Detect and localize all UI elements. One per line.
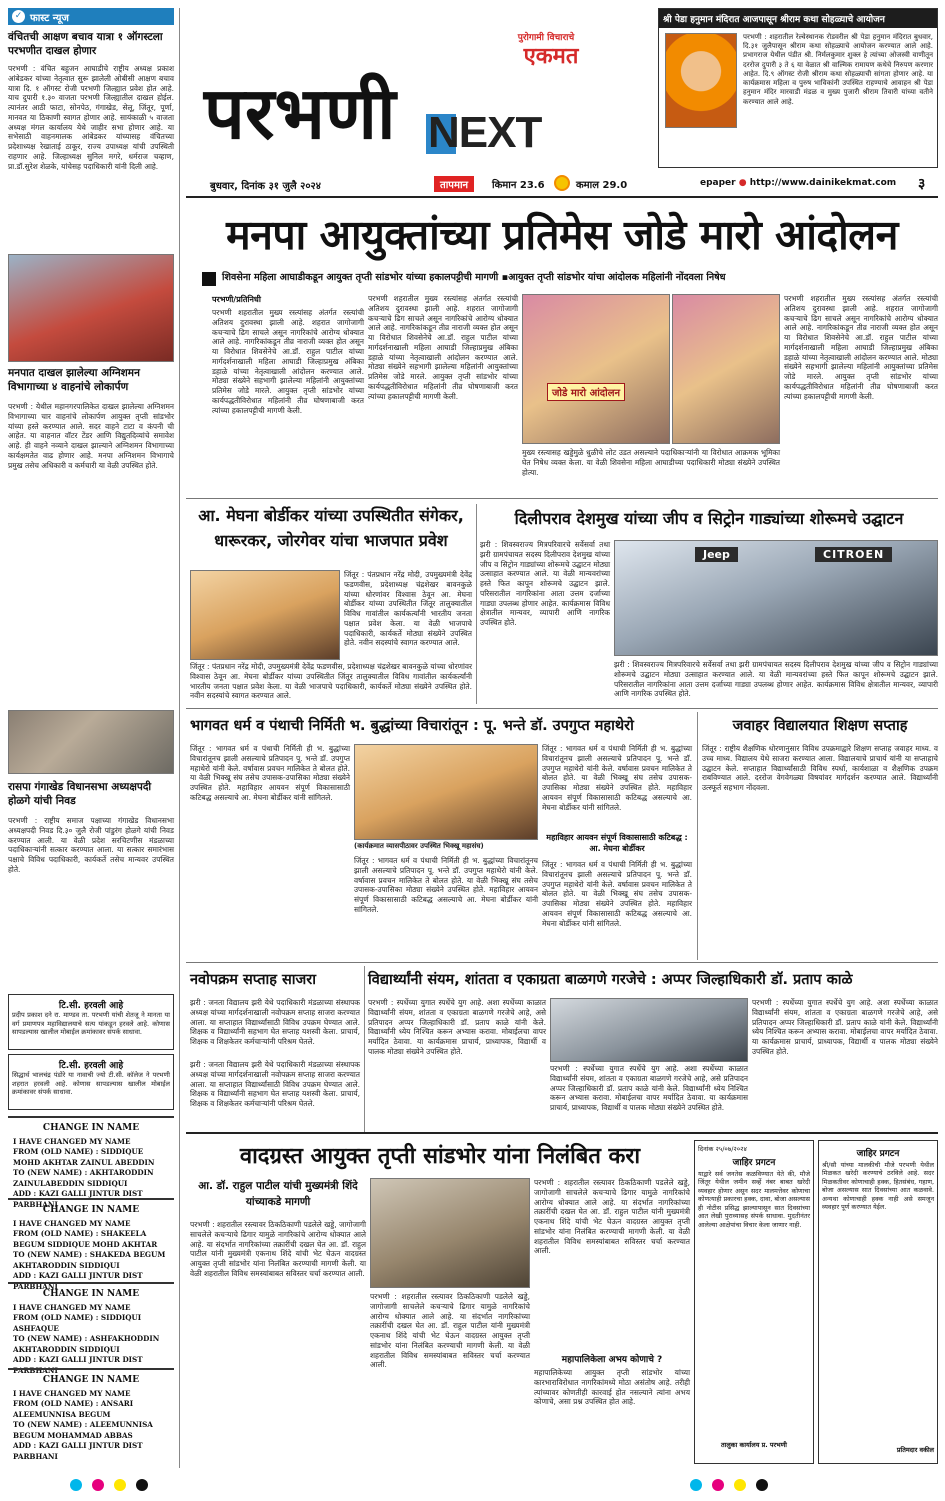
notice-title: जाहिर प्रगटन — [732, 1158, 776, 1168]
notice-signature: प्रतिमदार वकील — [896, 1446, 934, 1454]
students-headline: विद्यार्थ्यांनी संयम, शांतता व एकाग्रता बाळगणे गरजेचे : अप्पर जिल्हाधिकारी डॉ. प्रताप काळे — [368, 972, 853, 988]
weather-strip — [434, 175, 634, 193]
name-change-line: ADD : KAZI GALLI JINTUR DIST PARBHANI — [13, 1441, 143, 1461]
name-change-line: TO (NEW NAME) : AKHTARODDIN ZAINULABEDDIN SIDDIQUI — [13, 1168, 154, 1188]
masthead-brand: एकमत — [523, 43, 579, 69]
protest-banner-text: जोडे मारो आंदोलन — [547, 383, 625, 401]
masthead-rule — [186, 196, 938, 198]
notice-headline: श्री पेडा हनुमान मंदिरात आजपासून श्रीराम कथा सोहळ्याचे आयोजन — [659, 9, 937, 28]
row2-rule — [186, 708, 938, 709]
notice-body: श्री/सौ यांच्या मालकीची मौजे परभणी येथील मिळकत खरेदी करण्याचे ठरविले आहे. सदर मिळकतीवर कोणाचाही हक्क, हितसंबंध, गहाण, बोजा असल्यास सात दिवसांच्या आत कळवावे. अन्यथा कोणाचाही हक्क नाही असे समजून व्यवहार पूर्ण करण्यात येईल. — [822, 1161, 934, 1212]
registration-dot — [690, 1479, 702, 1491]
lead-body-col1: परभणी शहरातील मुख्य रस्त्यांसह अंतर्गत रस्त्यांची अतिशय दुरावस्था झाली आहे. शहरात जागोजागी कचऱ्याचे ढिग साचले असून नागरिकांचे आरोग्य धोक्यात आले आहे. नागरिकांकडून तीव्र नाराजी व्यक्त होत असून या विरोधात शिवसेनेचे आ.डॉ. राहुल पाटील यांच्या मार्गदर्शनाखाली महिला आघाडी जिल्हाप्रमुख अंबिका डहाळे यांच्या नेतृत्वाखाली आंदोलन करण्यात आले. मोठ्या संख्येने सहभागी झालेल्या महिलांनी आयुक्तांच्या प्रतिमेस जोडे मारले. आयुक्त तृप्ती सांडभोर यांच्या कार्यपद्धतीविरोधात महिलांनी तीव्र घोषणाबाजी करत त्यांच्या हकालपट्टीची मागणी केली. — [212, 308, 364, 415]
temp-min: किमान 23.6 — [492, 180, 545, 191]
left-story3-headline: रासपा गंगाखेड विधानसभा अध्यक्षपदी होळगे यांची निवड — [8, 781, 152, 808]
page-number: ३ — [918, 176, 926, 192]
name-change-1 — [8, 1116, 174, 1209]
masthead-date: बुधवार, दिनांक ३१ जुलै २०२४ — [210, 181, 321, 192]
name-change-title: CHANGE IN NAME — [42, 1123, 140, 1133]
jawahar-headline: जवाहर विद्यालयात शिक्षण सप्ताह — [732, 718, 908, 734]
bhagwat-body-col3: जिंतूर : भागवत धर्म व पंथाची निर्मिती ही भ. बुद्धांच्या विचारांतूनच झाली असल्याचे प्रतिपादन पू. भन्ते डॉ. उपगुप्त महाथेरो यांनी केले. वर्षावास प्रवचन मालिकेत ते बोलत होते. या वेळी भिक्खू संघ तसेच उपासक-उपासिका मोठ्या संख्येने उपस्थित होते. महाविहार आयवन संपूर्ण विकासासाठी कटिबद्ध असल्याचे आ. मेघना बोर्डीकर यांनी सांगितले. — [542, 744, 692, 812]
registration-marks — [0, 1474, 945, 1496]
bhagwat-body-col4: जिंतूर : भागवत धर्म व पंथाची निर्मिती ही भ. बुद्धांच्या विचारांतूनच झाली असल्याचे प्रतिपादन पू. भन्ते डॉ. उपगुप्त महाथेरो यांनी केले. वर्षावास प्रवचन मालिकेत ते बोलत होते. या वेळी भिक्खू संघ तसेच उपासक-उपासिका मोठ्या संख्येने उपस्थित होते. महाविहार आयवन संपूर्ण विकासासाठी कटिबद्ध असल्याचे आ. मेघना बोर्डीकर यांनी सांगितले. — [542, 860, 692, 928]
protest-photo-right — [672, 294, 780, 444]
name-change-title: CHANGE IN NAME — [42, 1375, 140, 1385]
notice-body: याद्वारे सर्व जनतेस कळविण्यात येते की, मौजे जिंतूर येथील जमीन सर्व्हे नंबर बाबत खरेदी व्यवहार होणार असून सदर मालमत्तेवर कोणाचा कोणत्याही प्रकारचा हक्क, दावा, बोजा असल्यास ही नोटीस प्रसिद्ध झाल्यापासून सात दिवसांच्या आत लेखी पुराव्यासह संपर्क साधावा. मुदतीनंतर आलेल्या आक्षेपांचा विचार केला जाणार नाही. — [698, 1170, 810, 1229]
name-change-3 — [8, 1282, 174, 1375]
name-change-box — [8, 1368, 174, 1466]
classified-body: प्रदीप प्रकाश दने रा. माण्डव ता. परभणी यांची शेतजू ने मानता या वर्ग प्रमाणपत्र महाविद्यालयाचे सत्य यांकडून हरवले आहे. कोणास सापडल्यास खालील मोबाईल क्रमांकावर संपर्क साधावा. — [12, 1011, 170, 1037]
masthead-tagline: पुरोगामी विचाराचे — [517, 33, 575, 43]
temp-max: कमाल 29.0 — [576, 180, 628, 191]
lead-subhead-mark — [202, 272, 216, 286]
masthead-next — [424, 108, 592, 160]
left-story2-body: परभणी : येथील महानगरपालिकेत दाखल झालेल्या अग्निशमन विभागाच्या चार वाहनांचे लोकार्पण आयुक्त तृप्ती सांडभोर यांच्या हस्ते करण्यात आले. सदर वाहने टाटा व कंपनी ची आहेत. या वाहनात वॉटर टेंडर आणि विद्युतदिव्यांचे समावेश आहे. ही वाहने नव्याने दाखल झाल्याने अग्निशमन विभागाच्या कार्यक्षमतेत वाढ होणार आहे. मनपा अग्निशमन विभागाचे प्रमुख तसेच अधिकारी व कर्मचारी या वेळी उपस्थित होते. — [8, 402, 174, 470]
fire-trucks-photo — [8, 254, 174, 362]
name-change-line: TO (NEW NAME) : ASHFAKHODDIN AKHTARODDIN SIDDIQUI — [13, 1334, 160, 1354]
priest-photo — [665, 33, 737, 128]
lead-body-col5: परभणी शहरातील मुख्य रस्त्यांसह अंतर्गत रस्त्यांची अतिशय दुरावस्था झाली आहे. शहरात जागोजागी कचऱ्याचे ढिग साचले असून नागरिकांचे आरोग्य धोक्यात आले आहे. नागरिकांकडून तीव्र नाराजी व्यक्त होत असून या विरोधात शिवसेनेचे आ.डॉ. राहुल पाटील यांच्या मार्गदर्शनाखाली महिला आघाडी जिल्हाप्रमुख अंबिका डहाळे यांच्या नेतृत्वाखाली आंदोलन करण्यात आले. मोठ्या संख्येने सहभागी झालेल्या महिलांनी आयुक्तांच्या प्रतिमेस जोडे मारले. आयुक्त तृप्ती सांडभोर यांच्या कार्यपद्धतीविरोधात महिलांनी तीव्र घोषणाबाजी करत त्यांच्या हकालपट्टीची मागणी केली. — [784, 294, 938, 401]
bhagwat-subhead: महाविहार आयवन संपूर्ण विकासासाठी कटिबद्ध : आ. मेघना बोर्डीकर — [546, 833, 688, 854]
name-change-line: ADD : KAZI GALLI JINTUR DIST PARBHANI — [13, 1271, 143, 1291]
name-change-box — [8, 1282, 174, 1380]
bjp-entry-photo — [190, 570, 340, 660]
weather-label: तापमान — [434, 176, 474, 192]
suspend-body-col3: परभणी : शहरातील रस्त्यावर ठिकठिकाणी पडलेले खड्डे, जागोजागी साचलेले कचऱ्याचे ढिगार यामुळे नागरिकांचे आरोग्य धोक्यात आले आहे. या संदर्भात नागरिकांच्या तक्रारींची दखल घेत आ. डॉ. राहुल पाटील यांनी मुख्यमंत्री एकनाथ शिंदे यांची भेट घेऊन वादग्रस्त आयुक्त तृप्ती सांडभोर यांना निलंबित करण्याची मागणी केली. या वेळी शहरातील विविध समस्यांबाबत सविस्तर चर्चा करण्यात आली. — [534, 1178, 690, 1256]
navopakram-headline: नवोपक्रम सप्ताह साजरा — [190, 972, 316, 988]
fast-news-label: फास्ट न्यूज — [30, 13, 69, 24]
students-body-col1: परभणी : स्पर्धेच्या युगात स्पर्धेचे युग आहे. अशा स्पर्धेच्या काळात विद्यार्थ्यांनी संयम, शांतता व एकाग्रता बाळगणे गरजेचे आहे, असे प्रतिपादन अप्पर जिल्हाधिकारी डॉ. प्रताप काळे यांनी केले. विद्यार्थ्यांनी ध्येय निश्चित करून अभ्यास करावा. मोबाईलचा वापर मर्यादित ठेवावा. या कार्यक्रमास प्राचार्य, प्राध्यापक, विद्यार्थी व पालक मोठ्या संख्येने उपस्थित होते. — [368, 998, 546, 1056]
shield-icon: ✓ — [12, 10, 25, 23]
name-change-line: I HAVE CHANGED MY NAME — [13, 1219, 131, 1229]
registration-dot — [70, 1479, 82, 1491]
protest-photo-left — [522, 294, 670, 444]
left-story1-body: परभणी : वंचित बहुजन आघाडीचे राष्ट्रीय अध्यक्ष प्रकाश आंबेडकर यांच्या नेतृत्वात सुरू झालेली ओबीसी आक्षण बचाव यात्रा दि. १ ऑगस्ट रोजी परभणी जिल्ह्यात प्रवेश होत आहे. याच दुपारी १.३० वाजता परभणी जिल्ह्यातील दाखल होईल. त्यानंतर आठी फाटा, सोनपेठ, गंगाखेड, सेलू, जिंतूर, पूर्णा, मानवत या ठिकाणी स्वागत होणार आहे. सायंकाळी ५ वाजता अध्यक्ष मंगल कार्यालय येथे जाहीर सभा होणार आहे. या सभेसाठी वाहनमालक आंबेडकर यांच्यासह वंचितच्या प्रदेशाध्यक्ष रेखाताई ठाकूर, राज्य उपाध्यक्ष यांची उपस्थिती राहणार आहे. जिल्हाध्यक्ष सुनिल मगरे, धर्मराज चव्हाण, प्रा.डॉ.सुरेश शेळके, यांचेसह पदाधिकारी यांनी दिली आहे. — [8, 64, 174, 171]
name-change-line: FROM (OLD NAME) : ANSARI ALEEMUNNISA BEGUM — [13, 1399, 134, 1419]
navopakram-body-col1: झरी : जनता विद्यालय झरी येथे पदाधिकारी मंडळाच्या संस्थापक अध्यक्ष यांच्या मार्गदर्शनाखाली नवोपक्रम सप्ताह साजरा करण्यात आला. या सप्ताहात विद्यार्थ्यांसाठी विविध उपक्रम घेण्यात आले. शिक्षक व विद्यार्थ्यांनी सहभाग घेत सप्ताह यशस्वी केला. प्राचार्य, शिक्षक व शिक्षकेतर कर्मचाऱ्यांनी परिश्रम घेतले. — [190, 998, 360, 1047]
bjp-body-full: जिंतूर : पंतप्रधान नरेंद्र मोदी, उपमुख्यमंत्री देवेंद्र फडणवीस, प्रदेशाध्यक्ष चंद्रशेखर बावनकुळे यांच्या धोरणांवर विश्वास ठेवून आ. मेघना बोर्डीकर यांच्या उपस्थितीत जिंतूर तालुक्यातील विविध गावांतील कार्यकर्त्यांनी भारतीय जनता पक्षात प्रवेश केला. या वेळी भाजपाचे पदाधिकारी, कार्यकर्ते मोठ्या संख्येने उपस्थित होते. नवीन सदस्यांचे स्वागत करण्यात आले. — [190, 662, 472, 701]
classified-body: सिद्धार्थ भालचंद्र पंडोरे या नावाची ज्यो टी.सी. कॉलेज ने परभणी शहरात हरवली आहे. कोणास सापडल्यास खालील मोबाईल क्रमांकावर संपर्क साधावा. — [12, 1071, 170, 1097]
mid-divider-3 — [364, 966, 365, 1132]
jeep-sign: Jeep — [695, 547, 738, 562]
suspend-headline: वादग्रस्त आयुक्त तृप्ती सांडभोर यांना निलंबित करा — [239, 1144, 641, 1169]
epaper-url[interactable]: http://www.dainikekmat.com — [749, 178, 897, 188]
bhagwat-body-col2: जिंतूर : भागवत धर्म व पंथाची निर्मिती ही भ. बुद्धांच्या विचारांतूनच झाली असल्याचे प्रतिपादन पू. भन्ते डॉ. उपगुप्त महाथेरो यांनी केले. वर्षावास प्रवचन मालिकेत ते बोलत होते. या वेळी भिक्खू संघ तसेच उपासक-उपासिका मोठ्या संख्येने उपस्थित होते. महाविहार आयवन संपूर्ण विकासासाठी कटिबद्ध असल्याचे आ. मेघना बोर्डीकर यांनी सांगितले. — [354, 856, 538, 914]
classified-tc-1 — [8, 994, 174, 1050]
showroom-body-col2: झरी : शिवस्वराज्य मित्रपरिवारचे सर्वेसर्वा तथा झरी ग्रामपंचायत सदस्य दिलीपराव देशमुख यांच्या जीप व सिट्रोन गाड्यांच्या शोरूमचे उद्घाटन मोठ्या उत्साहात करण्यात आले. या वेळी मान्यवरांच्या हस्ते फित कापून शोरूमचे उद्घाटन झाले. परिसरातील नागरिकांना आता उत्तम दर्जाच्या गाड्या उपलब्ध होणार आहेत. कार्यक्रमास विविध क्षेत्रातील मान्यवर, व्यापारी आणि नागरिक उपस्थित होते. — [614, 660, 938, 699]
sun-icon — [554, 175, 570, 191]
name-change-line: ADD : KAZI GALLI JINTUR DIST PARBHANI — [13, 1355, 143, 1375]
lead-caption: मुख्य रस्त्यासह खड्डेमुळे धुळीचे लोट उडत असल्याने पदाधिकाऱ्यांनी या विरोधात आक्रमक भूमिका घेत निषेध व्यक्त केला. या वेळी शिवसेना महिला आघाडीच्या पदाधिकारी मोठ्या संख्येने उपस्थित होत्या. — [522, 448, 780, 477]
showroom-body-col1: झरी : शिवस्वराज्य मित्रपरिवारचे सर्वेसर्वा तथा झरी ग्रामपंचायत सदस्य दिलीपराव देशमुख यांच्या जीप व सिट्रोन गाड्यांच्या शोरूमचे उद्घाटन मोठ्या उत्साहात करण्यात आले. या वेळी मान्यवरांच्या हस्ते फित कापून शोरूमचे उद्घाटन झाले. परिसरातील नागरिकांना आता उत्तम दर्जाच्या गाड्या उपलब्ध होणार आहेत. कार्यक्रमास विविध क्षेत्रातील मान्यवर, व्यापारी आणि नागरिक उपस्थित होते. — [480, 540, 610, 628]
classified-title: टि.सी. हरवली आहे — [58, 1001, 124, 1011]
name-change-title: CHANGE IN NAME — [42, 1289, 140, 1299]
name-change-line: I HAVE CHANGED MY NAME — [13, 1137, 131, 1147]
jawahar-body: जिंतूर : राष्ट्रीय शैक्षणिक धोरणानुसार विविध उपक्रमाद्वारे शिक्षण सप्ताह जवाहर माध्य. व उच्च माध्य. विद्यालय येथे साजरा करण्यात आला. विद्यालयाचे प्राचार्य यांनी या सप्ताहाचे उद्घाटन केले. सप्ताहात विद्यार्थ्यांसाठी विविध स्पर्धा, कार्यशाळा व शैक्षणिक उपक्रम राबविण्यात आले. दररोज वेगवेगळ्या विषयांवर मार्गदर्शन करण्यात आले. विद्यार्थ्यांनी उत्स्फूर्त सहभाग नोंदवला. — [702, 744, 938, 793]
name-change-line: I HAVE CHANGED MY NAME — [13, 1389, 131, 1399]
navopakram-body-col2: झरी : जनता विद्यालय झरी येथे पदाधिकारी मंडळाच्या संस्थापक अध्यक्ष यांच्या मार्गदर्शनाखाली नवोपक्रम सप्ताह साजरा करण्यात आला. या सप्ताहात विद्यार्थ्यांसाठी विविध उपक्रम घेण्यात आले. शिक्षक व विद्यार्थ्यांनी सहभाग घेत सप्ताह यशस्वी केला. प्राचार्य, शिक्षक व शिक्षकेतर कर्मचाऱ्यांनी परिश्रम घेतले. — [190, 1060, 360, 1109]
epaper-icon: ● — [738, 178, 750, 188]
lead-reporter: परभणी/प्रतिनिधी — [212, 295, 261, 304]
notice-title: जाहिर प्रगटन — [856, 1149, 900, 1159]
students-hall-photo — [550, 998, 748, 1062]
notice-body: परभणी : शहरातील रेल्वेस्थानक रोडवरील श्री पेडा हनुमान मंदिरात बुधवार, दि.३१ जुलैपासून श्रीराम कथा सोहळ्याचे आयोजन करण्यात आले आहे. प्रभागराज येथील पंडीत श्री. निर्मलकुमार शुक्ल हे त्यांच्या ओजस्वी वाणीतून दररोज दुपारी ३ ते ६ या वेळात श्री वाल्मिक रामायण कथेचे निरुपण करणार आहेत. दि.९ ऑगस्ट रोजी श्रीराम कथा सोहळ्याची सांगता होणार आहे. या कार्यक्रमास महिला व पुरुष भाविकांनी उपस्थित राहण्याचे आवाहन श्री पेडा हनुमान मंदिर मारवाडी मंडळ व मुख्य पुजारी श्रीराम तिवारी यांच्या वतीने करण्यात आले आहे. — [743, 33, 933, 106]
lead-bottom-rule — [186, 498, 938, 499]
name-change-line: TO (NEW NAME) : SHAKEDA BEGUM AKHTARODDIN SIDDIQUI — [13, 1250, 166, 1270]
name-change-title: CHANGE IN NAME — [42, 1205, 140, 1215]
registration-dot — [712, 1479, 724, 1491]
name-change-line: I HAVE CHANGED MY NAME — [13, 1303, 131, 1313]
name-change-line: FROM (OLD NAME) : SHAKEELA BEGUM SIDDIQUE MOHD AKHTAR — [13, 1229, 158, 1249]
notice-date: दिनांक २५/०७/२०२४ — [698, 1145, 747, 1153]
left-story3-body: परभणी : राष्ट्रीय समाज पक्षाच्या गंगाखेड विधानसभा अध्यक्षपदी निवड दि.३० जुलै रोजी पांडुरंग होळगे यांची निवड करण्यात आली. या वेळी प्रदेश सरचिटणीस मंडळाच्या पदाधिकाऱ्यांनी सत्कार करण्यात आला. या सत्कार समारंभास पक्षाचे विविध पदाधिकारी, कार्यकर्ते तसेच मान्यवर उपस्थित होते. — [8, 816, 174, 874]
epaper-line — [700, 178, 910, 192]
public-notice-right — [818, 1140, 938, 1464]
suspend-subhead: आ. डॉ. राहुल पाटील यांची मुख्यमंत्री शिंदे यांच्याकडे मागणी — [198, 1180, 358, 1209]
name-change-line: TO (NEW NAME) : ALEEMUNNISA BEGUM MOHAMMAD ABBAS — [13, 1420, 153, 1440]
lead-body-col2: परभणी शहरातील मुख्य रस्त्यांसह अंतर्गत रस्त्यांची अतिशय दुरावस्था झाली आहे. शहरात जागोजागी कचऱ्याचे ढिग साचले असून नागरिकांचे आरोग्य धोक्यात आले आहे. नागरिकांकडून तीव्र नाराजी व्यक्त होत असून या विरोधात शिवसेनेचे आ.डॉ. राहुल पाटील यांच्या मार्गदर्शनाखाली महिला आघाडी जिल्हाप्रमुख अंबिका डहाळे यांच्या नेतृत्वाखाली आंदोलन करण्यात आले. मोठ्या संख्येने सहभागी झालेल्या महिलांनी आयुक्तांच्या प्रतिमेस जोडे मारले. आयुक्त तृप्ती सांडभोर यांच्या कार्यपद्धतीविरोधात महिलांनी तीव्र घोषणाबाजी करत त्यांच्या हकालपट्टीची मागणी केली. — [368, 294, 518, 401]
bhagwat-stage-photo — [354, 744, 538, 840]
bhagwat-caption: (कार्यक्रमात व्यासपीठावर उपस्थित भिक्खू महासंघ) — [354, 842, 484, 850]
registration-dot — [92, 1479, 104, 1491]
bhagwat-headline: भागवत धर्म व पंथाची निर्मिती भ. बुद्धांच्या विचारांतून : पू. भन्ते डॉ. उपगुप्त महाथेरो — [190, 718, 634, 734]
registration-dot — [734, 1479, 746, 1491]
classified-title: टि.सी. हरवली आहे — [58, 1061, 124, 1071]
citroen-sign: CITROEN — [815, 547, 892, 562]
epaper-label: epaper — [700, 178, 736, 188]
row4-rule — [186, 1132, 938, 1134]
suspend-body-2: महापालिकेच्या आयुक्त तृप्ती सांडभोर यांच्या कारभाराविरोधात नागरिकांमध्ये मोठा असंतोष आहे. तरीही त्यांच्यावर कोणतीही कारवाई होत नसल्याने त्यांना अभय कोणाचे, असा प्रश्न उपस्थित होत आहे. — [534, 1368, 690, 1407]
bjp-headline: आ. मेघना बोर्डीकर यांच्या उपस्थितीत संगेकर, धारूरकर, जोरगेवर यांचा भाजपात प्रवेश — [198, 506, 464, 550]
suspend-body-col1: परभणी : शहरातील रस्त्यावर ठिकठिकाणी पडलेले खड्डे, जागोजागी साचलेले कचऱ्याचे ढिगार यामुळे नागरिकांचे आरोग्य धोक्यात आले आहे. या संदर्भात नागरिकांच्या तक्रारींची दखल घेत आ. डॉ. राहुल पाटील यांनी मुख्यमंत्री एकनाथ शिंदे यांची भेट घेऊन वादग्रस्त आयुक्त तृप्ती सांडभोर यांना निलंबित करण्याची मागणी केली. या वेळी शहरातील विविध समस्यांबाबत सविस्तर चर्चा करण्यात आली. — [190, 1220, 366, 1278]
showroom-headline: दिलीपराव देशमुख यांच्या जीप व सिट्रोन गाड्यांच्या शोरूमचे उद्घाटन — [514, 509, 904, 528]
left-story2-headline: मनपात दाखल झालेल्या अग्निशमन विभागाच्या ४ वाहनांचे लोकार्पण — [8, 367, 140, 394]
lead-headline: मनपा आयुक्तांच्या प्रतिमेस जोडे मारो आंदोलन — [226, 211, 898, 259]
name-change-2 — [8, 1198, 174, 1291]
registration-dot — [756, 1479, 768, 1491]
classified-tc-2 — [8, 1054, 174, 1110]
mid-divider-2 — [697, 712, 698, 960]
fast-news-banner — [8, 8, 174, 25]
registration-dot — [136, 1479, 148, 1491]
suspend-body-col2: परभणी : शहरातील रस्त्यावर ठिकठिकाणी पडलेले खड्डे, जागोजागी साचलेले कचऱ्याचे ढिगार यामुळे नागरिकांचे आरोग्य धोक्यात आले आहे. या संदर्भात नागरिकांच्या तक्रारींची दखल घेत आ. डॉ. राहुल पाटील यांनी मुख्यमंत्री एकनाथ शिंदे यांची भेट घेऊन वादग्रस्त आयुक्त तृप्ती सांडभोर यांना निलंबित करण्याची मागणी केली. या वेळी शहरातील विविध समस्यांबाबत सविस्तर चर्चा करण्यात आली. — [370, 1292, 530, 1370]
name-change-4 — [8, 1368, 174, 1464]
bjp-body-col1: जिंतूर : पंतप्रधान नरेंद्र मोदी, उपमुख्यमंत्री देवेंद्र फडणवीस, प्रदेशाध्यक्ष चंद्रशेखर बावनकुळे यांच्या धोरणांवर विश्वास ठेवून आ. मेघना बोर्डीकर यांच्या उपस्थितीत जिंतूर तालुक्यातील विविध गावांतील कार्यकर्त्यांनी भारतीय जनता पक्षात प्रवेश केला. या वेळी भाजपाचे पदाधिकारी, कार्यकर्ते मोठ्या संख्येने उपस्थित होते. नवीन सदस्यांचे स्वागत करण्यात आले. — [344, 570, 472, 648]
cm-meeting-photo — [370, 1178, 530, 1288]
name-change-line: FROM (OLD NAME) : SIDDIQUI ASHFAQUE — [13, 1313, 142, 1333]
showroom-photo — [614, 540, 938, 656]
bhagwat-body-col1: जिंतूर : भागवत धर्म व पंथाची निर्मिती ही भ. बुद्धांच्या विचारांतूनच झाली असल्याचे प्रतिपादन पू. भन्ते डॉ. उपगुप्त महाथेरो यांनी केले. वर्षावास प्रवचन मालिकेत ते बोलत होते. या वेळी भिक्खू संघ तसेच उपासक-उपासिका मोठ्या संख्येने उपस्थित होते. महाविहार आयवन संपूर्ण विकासासाठी कटिबद्ध असल्याचे आ. मेघना बोर्डीकर यांनी सांगितले. — [190, 744, 350, 802]
left-column-divider — [179, 8, 180, 1468]
masthead-next-text: NEXT — [428, 108, 542, 157]
name-change-line: ADD : KAZI GALLI JINTUR DIST PARBHANI — [13, 1189, 143, 1209]
row3-rule — [186, 962, 938, 963]
lead-subhead: शिवसेना महिला आघाडीकडून आयुक्त तृप्ती सांडभोर यांच्या हकालपट्टीची मागणी ▪आयुक्त तृप्ती सांडभोर यांचा आंदोलक महिलांनी नोंदवला निषेध — [222, 272, 726, 283]
left-story1-headline: वंचितची आक्षण बचाव यात्रा १ ऑगस्टला परभणीत दाखल होणार — [8, 31, 163, 58]
hanuman-katha-notice — [658, 8, 938, 168]
public-notice-left — [694, 1140, 814, 1464]
name-change-line: FROM (OLD NAME) : SIDDIQUE MOHD AKHTAR ZAINUL ABEDDIN — [13, 1147, 155, 1167]
notice-signature: तालुका कार्यालय प्र. परभणी — [721, 1441, 787, 1449]
registration-dot — [114, 1479, 126, 1491]
masthead-title: परभणी — [204, 71, 396, 155]
suspend-subhead-2: महापालिकेला अभय कोणाचे ? — [561, 1355, 663, 1365]
mid-divider-1 — [476, 504, 477, 704]
holge-felicitation-photo — [8, 710, 174, 774]
students-body-col3: परभणी : स्पर्धेच्या युगात स्पर्धेचे युग आहे. अशा स्पर्धेच्या काळात विद्यार्थ्यांनी संयम, शांतता व एकाग्रता बाळगणे गरजेचे आहे, असे प्रतिपादन अप्पर जिल्हाधिकारी डॉ. प्रताप काळे यांनी केले. विद्यार्थ्यांनी ध्येय निश्चित करून अभ्यास करावा. मोबाईलचा वापर मर्यादित ठेवावा. या कार्यक्रमास प्राचार्य, प्राध्यापक, विद्यार्थी व पालक मोठ्या संख्येने उपस्थित होते. — [752, 998, 938, 1056]
students-body-col2: परभणी : स्पर्धेच्या युगात स्पर्धेचे युग आहे. अशा स्पर्धेच्या काळात विद्यार्थ्यांनी संयम, शांतता व एकाग्रता बाळगणे गरजेचे आहे, असे प्रतिपादन अप्पर जिल्हाधिकारी डॉ. प्रताप काळे यांनी केले. विद्यार्थ्यांनी ध्येय निश्चित करून अभ्यास करावा. मोबाईलचा वापर मर्यादित ठेवावा. या कार्यक्रमास प्राचार्य, प्राध्यापक, विद्यार्थी व पालक मोठ्या संख्येने उपस्थित होते. — [550, 1064, 748, 1113]
